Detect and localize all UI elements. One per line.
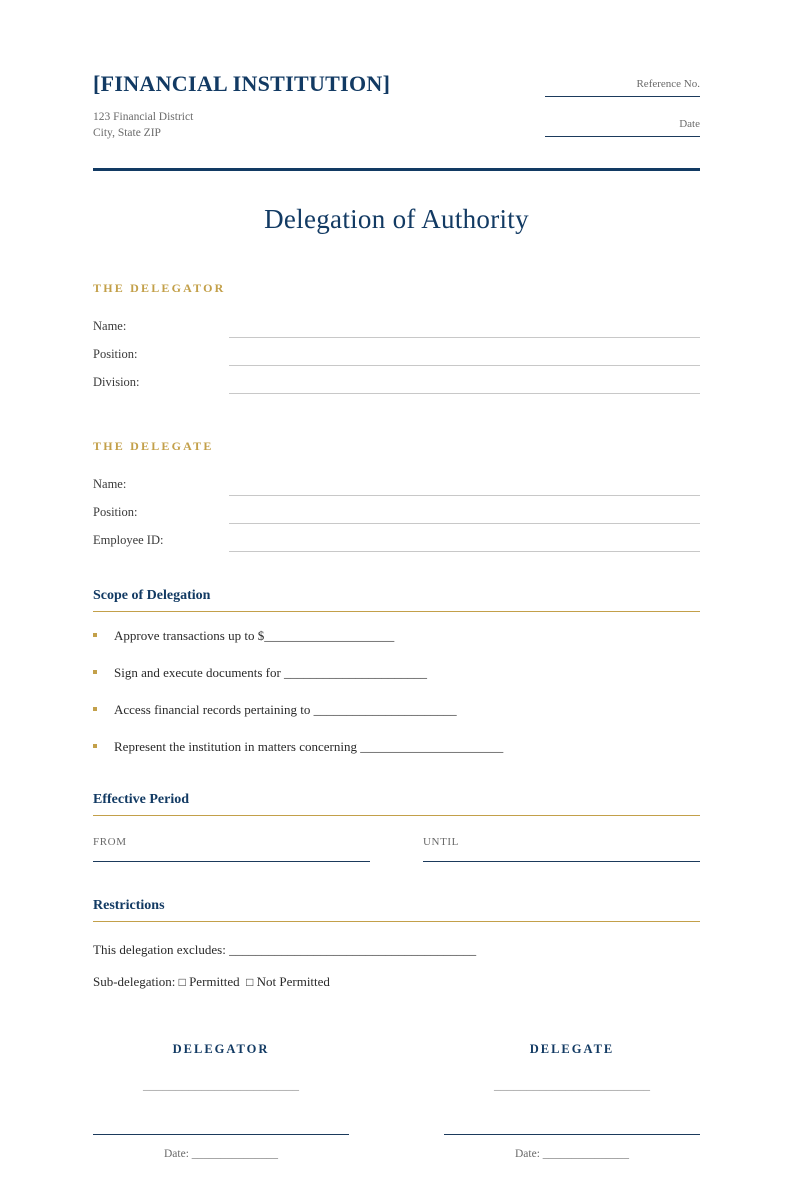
institution-name: [FINANCIAL INSTITUTION] (93, 71, 391, 96)
scope-item-text[interactable]: Approve transactions up to $____________________ (114, 627, 395, 643)
scope-item-text[interactable]: Access financial records pertaining to ______________________ (114, 702, 457, 718)
list-item (93, 702, 700, 718)
delegate-name-input[interactable] (229, 495, 700, 496)
sub-delegation-row (93, 974, 700, 991)
option-permitted-label: Permitted (189, 973, 240, 989)
header-left-block (93, 72, 423, 141)
delegator-position-input[interactable] (229, 365, 700, 366)
effective-period-from-col (93, 836, 370, 862)
delegate-name-label: Name: (93, 476, 127, 491)
signature-name-blank-delegate[interactable]: ________________________ (494, 1077, 650, 1093)
bullet-square-icon (93, 670, 97, 674)
effective-period-row (93, 836, 700, 862)
scope-item-text[interactable]: Represent the institution in matters concerning ______________________ (114, 739, 504, 755)
delegator-name-row (93, 310, 700, 338)
signature-row (93, 1042, 700, 1160)
delegate-employee-id-row (93, 524, 700, 552)
institution-address-line-2: City, State ZIP (93, 126, 161, 139)
scope-list (93, 628, 700, 756)
signature-block-delegate (444, 1042, 700, 1160)
page-title: Delegation of Authority (264, 204, 529, 235)
signature-line-delegator[interactable] (93, 1134, 349, 1135)
header-divider (93, 168, 700, 171)
document-header (93, 0, 700, 141)
delegator-division-row (93, 366, 700, 394)
from-label: FROM (93, 835, 127, 848)
delegator-division-label: Division: (93, 374, 140, 389)
delegate-employee-id-label: Employee ID: (93, 532, 164, 547)
delegator-name-label: Name: (93, 318, 127, 333)
list-item (93, 628, 700, 644)
until-date-input[interactable] (423, 861, 700, 862)
checkbox-not-permitted[interactable]: □ (246, 974, 254, 989)
restrictions-heading: Restrictions (93, 897, 165, 913)
scope-heading: Scope of Delegation (93, 587, 211, 603)
institution-address-line-1: 123 Financial District (93, 111, 194, 124)
delegator-name-input[interactable] (229, 337, 700, 338)
list-item (93, 665, 700, 681)
header-right-block (545, 72, 700, 137)
option-not-permitted-label: Not Permitted (256, 973, 330, 989)
bullet-square-icon (93, 633, 97, 637)
effective-period-heading: Effective Period (93, 791, 190, 807)
delegation-excludes-line[interactable]: This delegation excludes: ______________________________________ (93, 941, 477, 957)
document-content (93, 0, 700, 1160)
bullet-square-icon (93, 744, 97, 748)
delegate-section-label: THE DELEGATE (93, 438, 214, 453)
signature-line-delegate[interactable] (444, 1134, 700, 1135)
checkbox-permitted[interactable]: □ (178, 974, 186, 989)
delegator-position-label: Position: (93, 346, 138, 361)
scope-item-text[interactable]: Sign and execute documents for ______________________ (114, 664, 428, 680)
reference-no-input[interactable] (545, 96, 700, 97)
sub-delegation-label: Sub-delegation: (93, 973, 176, 989)
signature-date-delegator[interactable]: Date: _______________ (163, 1148, 279, 1161)
bullet-square-icon (93, 707, 97, 711)
delegator-division-input[interactable] (229, 393, 700, 394)
delegate-position-input[interactable] (229, 523, 700, 524)
from-date-input[interactable] (93, 861, 370, 862)
delegate-position-label: Position: (93, 504, 138, 519)
date-input[interactable] (545, 136, 700, 137)
effective-period-heading-rule (93, 815, 700, 816)
signature-date-delegate[interactable]: Date: _______________ (514, 1148, 630, 1161)
signature-title-delegate: DELEGATE (529, 1042, 615, 1057)
signature-title-delegator: DELEGATOR (172, 1042, 270, 1057)
delegate-name-row (93, 468, 700, 496)
signature-name-blank-delegator[interactable]: ________________________ (143, 1077, 299, 1093)
scope-heading-rule (93, 611, 700, 612)
restrictions-heading-rule (93, 921, 700, 922)
date-label: Date (679, 118, 700, 131)
delegate-position-row (93, 496, 700, 524)
signature-block-delegator (93, 1042, 349, 1160)
reference-no-label: Reference No. (636, 78, 700, 90)
until-label: UNTIL (423, 835, 459, 848)
list-item (93, 739, 700, 755)
effective-period-until-col (423, 836, 700, 862)
delegator-position-row (93, 338, 700, 366)
delegator-section-label: THE DELEGATOR (93, 280, 226, 295)
delegate-employee-id-input[interactable] (229, 551, 700, 552)
